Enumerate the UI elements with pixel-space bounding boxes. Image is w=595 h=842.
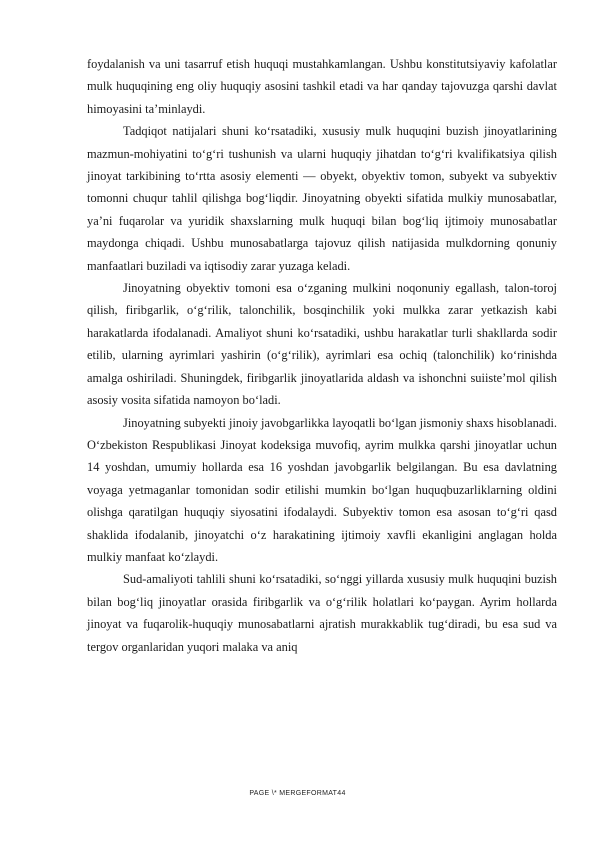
paragraph-1: foydalanish va uni tasarruf etish huquqi mustahkamlangan. Ushbu konstitutsiyaviy kafolatlar mulk huquqining eng oliy huquqiy asosini tashkil etadi va har qanday tajovuzga qarshi davlat himoyasini ta’minlaydi. <box>87 57 557 116</box>
page-footer: PAGE \* MERGEFORMAT44 <box>249 790 346 797</box>
document-body <box>87 53 557 658</box>
paragraph-2: Tadqiqot natijalari shuni ko‘rsatadiki, xususiy mulk huquqini buzish jinoyatlarining mazmun-mohiyatini to‘g‘ri tushunish va ularni huquqiy jihatdan to‘g‘ri kvalifikatsiya qilish jinoyat tarkibining to‘rtta asosiy elementi — obyekt, obyektiv tomon, subyekt va subyektiv tomonni chuqur tahlil qilishga bog‘liqdir. Jinoyatning obyekti sifatida mulkiy munosabatlar, ya’ni fuqarolar va yuridik shaxslarning mulk huquqi bilan bog‘liq ijtimoiy munosabatlar maydonga chiqadi. Ushbu munosabatlarga tajovuz qilish natijasida mulkdorning qonuniy manfaatlari buziladi va iqtisodiy zarar yuzaga keladi. <box>87 124 557 273</box>
paragraph-4: Jinoyatning subyekti jinoiy javobgarlikka layoqatli bo‘lgan jismoniy shaxs hisoblanadi. O‘zbekiston Respublikasi Jinoyat kodeksiga muvofiq, ayrim mulkka qarshi jinoyatlar uchun 14 yoshdan, umumiy hollarda esa 16 yoshdan javobgarlik belgilangan. Bu esa davlatning voyaga yetmaganlar tomonidan sodir etilishi mumkin bo‘lgan huquqbuzarliklarning oldini olishga qaratilgan huquqiy siyosatini ifodalaydi. Subyektiv tomon esa asosan to‘g‘ri qasd shaklida ifodalanib, jinoyatchi o‘z harakatining ijtimoiy xavfli ekanligini anglagan holda mulkiy manfaat ko‘zlaydi. <box>87 415 557 564</box>
paragraph-3: Jinoyatning obyektiv tomoni esa o‘zganing mulkini noqonuniy egallash, talon-toroj qilish, firibgarlik, o‘g‘rilik, talonchilik, bosqinchilik yoki mulkka zarar yetkazish kabi harakatlarda ifodalanadi. Amaliyot shuni ko‘rsatadiki, ushbu harakatlar turli shakllarda sodir etilib, ularning ayrimlari yashirin (o‘g‘rilik), ayrimlari esa ochiq (talonchilik) ko‘rinishda amalga oshiriladi. Shuningdek, firibgarlik jinoyatlarida aldash va ishonchni suiiste’mol qilish asosiy vosita sifatida namoyon bo‘ladi. <box>87 281 557 408</box>
paragraph-5: Sud-amaliyoti tahlili shuni ko‘rsatadiki, so‘nggi yillarda xususiy mulk huquqini buzish bilan bog‘liq jinoyatlar orasida firibgarlik va o‘g‘rilik holatlari ko‘paygan. Ayrim hollarda jinoyat va fuqarolik-huquqiy munosabatlarni ajratish murakkablik tug‘diradi, bu esa sud va tergov organlaridan yuqori malaka va aniq <box>87 572 557 654</box>
